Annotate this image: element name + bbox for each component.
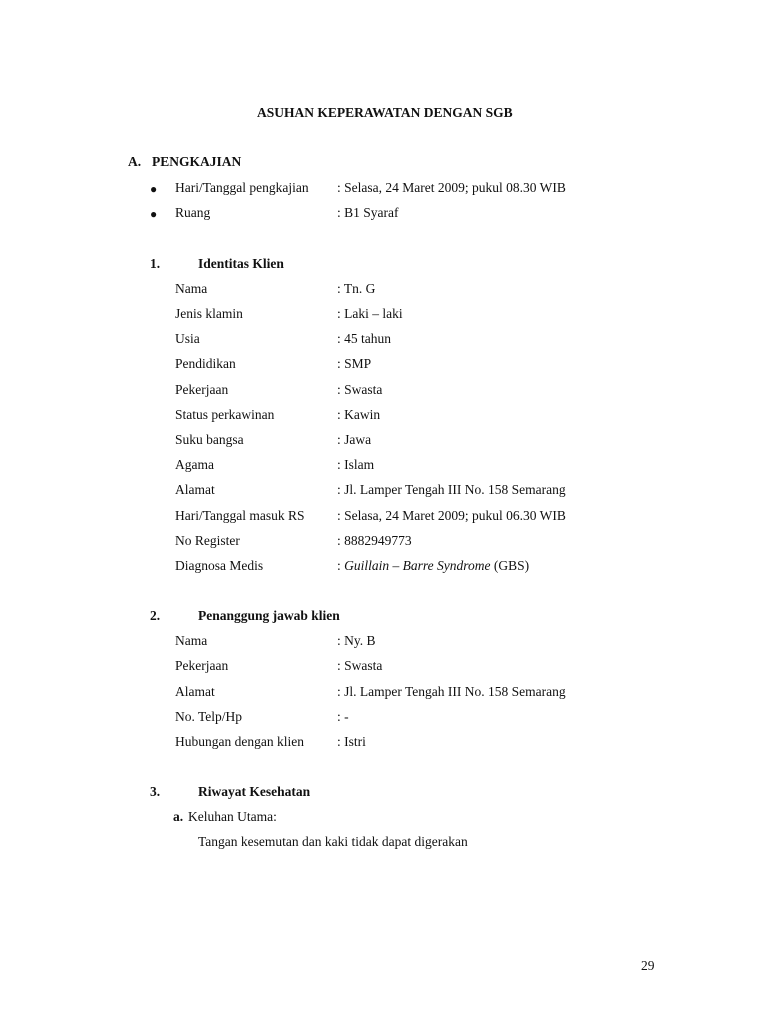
field-label: Hubungan dengan klien (175, 734, 304, 749)
section-2-number: 2. (150, 608, 161, 623)
subsection-letter: a. (173, 809, 184, 824)
section-2-heading: Penanggung jawab klien (198, 608, 340, 623)
field-value: : Istri (337, 734, 366, 749)
field-label: Nama (175, 281, 208, 296)
field-label: Jenis klamin (175, 306, 243, 321)
bullet-value: : Selasa, 24 Maret 2009; pukul 08.30 WIB (337, 180, 566, 195)
field-value: : Jl. Lamper Tengah III No. 158 Semarang (337, 482, 566, 497)
section-3-heading: Riwayat Kesehatan (198, 784, 311, 799)
field-value: : Ny. B (337, 633, 376, 648)
field-label: Alamat (175, 482, 215, 497)
field-value: : Tn. G (337, 281, 376, 296)
field-label: Suku bangsa (175, 432, 244, 447)
field-value: : SMP (337, 356, 372, 371)
field-label: Hari/Tanggal masuk RS (175, 508, 305, 523)
field-value: : Jl. Lamper Tengah III No. 158 Semarang (337, 684, 566, 699)
field-label: Status perkawinan (175, 407, 275, 422)
bullet-value: : B1 Syaraf (337, 205, 399, 220)
diagnosa-italic: Guillain – Barre Syndrome (344, 558, 491, 573)
field-label: No Register (175, 533, 240, 548)
field-value: : Laki – laki (337, 306, 403, 321)
subsection-label: Keluhan Utama: (188, 809, 277, 824)
section-3-number: 3. (150, 784, 161, 799)
field-value: : Swasta (337, 658, 383, 673)
field-label: Usia (175, 331, 200, 346)
field-label: Diagnosa Medis (175, 558, 264, 573)
page-number: 29 (641, 958, 655, 973)
field-label: Pekerjaan (175, 382, 229, 397)
field-value: : 45 tahun (337, 331, 391, 346)
section-1-number: 1. (150, 256, 161, 271)
field-label: Agama (175, 457, 214, 472)
section-a-letter: A. (128, 154, 142, 169)
field-value: : Swasta (337, 382, 383, 397)
field-value: : - (337, 709, 349, 724)
field-value: : Islam (337, 457, 375, 472)
field-value: : Jawa (337, 432, 372, 447)
section-1-heading: Identitas Klien (198, 256, 284, 271)
field-label: No. Telp/Hp (175, 709, 243, 724)
document-title: ASUHAN KEPERAWATAN DENGAN SGB (257, 105, 513, 120)
bullet-label: Ruang (175, 205, 211, 220)
field-label: Pekerjaan (175, 658, 229, 673)
field-label: Alamat (175, 684, 215, 699)
bullet-label: Hari/Tanggal pengkajian (175, 180, 309, 195)
field-value: : 8882949773 (337, 533, 412, 548)
keluhan-text: Tangan kesemutan dan kaki tidak dapat digerakan (198, 834, 468, 849)
field-value: : Kawin (337, 407, 381, 422)
field-label: Pendidikan (175, 356, 236, 371)
bullet-icon: ● (150, 182, 158, 196)
diagnosa-suffix: (GBS) (490, 558, 530, 573)
field-value: : Selasa, 24 Maret 2009; pukul 06.30 WIB (337, 508, 566, 523)
bullet-icon: ● (150, 207, 158, 221)
section-a-heading: PENGKAJIAN (152, 154, 242, 169)
diagnosa-value (337, 559, 529, 573)
diagnosa-colon: : (337, 558, 345, 573)
field-label: Nama (175, 633, 208, 648)
